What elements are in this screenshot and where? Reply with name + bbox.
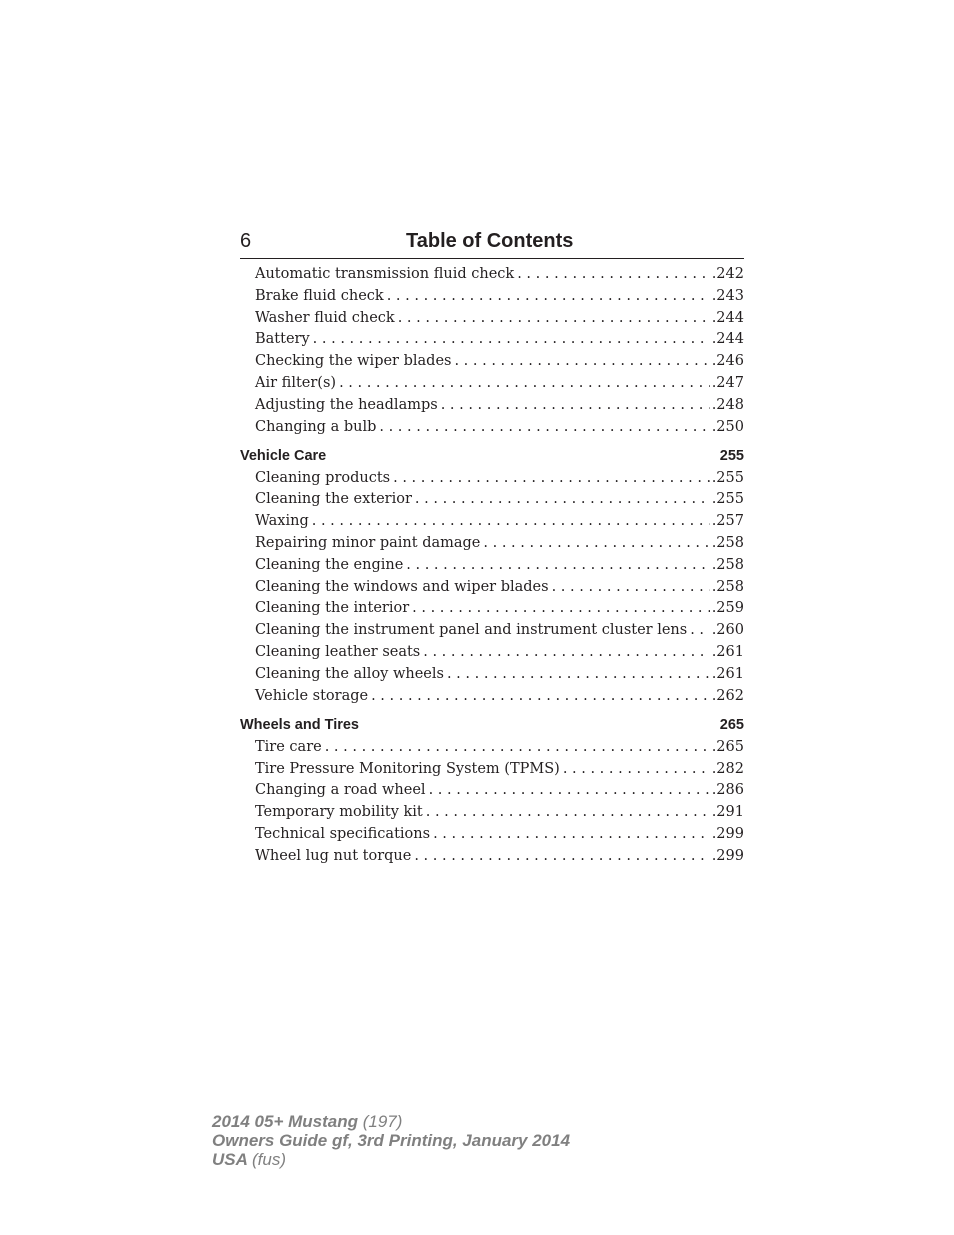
toc-section-heading[interactable] [240,448,744,470]
entry-page-number: .242 [711,266,744,282]
table-of-contents [240,266,744,870]
toc-entry[interactable] [240,491,744,513]
dot-leader [313,331,710,347]
section-title: Wheels and Tires [240,716,359,733]
entry-page-number: .262 [711,687,744,704]
toc-entry[interactable] [240,666,744,688]
entry-title: Temporary mobility kit [255,804,423,821]
footer-market-code: (fus) [252,1150,286,1169]
entry-page-number: .291 [711,804,744,821]
toc-entry[interactable] [240,331,744,353]
toc-entry[interactable] [240,266,744,288]
entry-page-number: .286 [711,782,744,799]
toc-entry[interactable] [240,470,744,492]
entry-title: Cleaning the windows and wiper blades [255,578,549,595]
toc-entry[interactable] [240,557,744,579]
entry-page-number: .255 [711,469,744,486]
footer-line-guide [212,1131,570,1150]
entry-page-number: .260 [711,622,744,639]
toc-entry[interactable] [240,310,744,332]
dot-leader [312,513,710,529]
entry-page-number: .299 [711,847,744,864]
entry-page-number: .261 [711,644,744,661]
entry-title: Cleaning the engine [255,556,404,573]
footer-line-market [212,1150,570,1169]
entry-page-number: .244 [711,331,744,348]
entry-page-number: .258 [711,578,744,595]
entry-page-number: .244 [711,309,744,326]
dot-leader [447,666,710,682]
toc-entry[interactable] [240,419,744,441]
page-header [240,228,744,259]
entry-page-number: .246 [711,353,744,370]
toc-entry[interactable] [240,739,744,761]
entry-title: Adjusting the headlamps [255,396,438,413]
entry-page-number: .247 [711,374,744,391]
section-page-number: 265 [719,716,744,733]
dot-leader [387,288,710,304]
footer-guide: Owners Guide gf, 3rd Printing, January 2014 [212,1131,571,1150]
entry-page-number: .261 [711,665,744,682]
entry-page-number: .255 [711,491,744,508]
entry-page-number: .259 [711,600,744,617]
dot-leader [517,266,709,282]
entry-title: Tire care [255,738,322,755]
toc-entry[interactable] [240,644,744,666]
entry-title: Cleaning the exterior [255,491,412,508]
dot-leader [415,491,710,507]
toc-entry[interactable] [240,622,744,644]
dot-leader [379,419,709,435]
entry-title: Automatic transmission fluid check [255,266,515,282]
entry-title: Brake fluid check [255,287,384,304]
entry-title: Cleaning the interior [255,600,410,617]
toc-entry[interactable] [240,600,744,622]
entry-page-number: .265 [711,738,744,755]
toc-entry[interactable] [240,375,744,397]
entry-page-number: .258 [711,556,744,573]
dot-leader [433,826,710,842]
footer-market: USA [212,1150,248,1169]
entry-title: Cleaning the instrument panel and instrument cluster lens [255,622,688,639]
entry-title: Battery [255,331,310,348]
entry-title: Wheel lug nut torque [255,847,412,864]
toc-entry[interactable] [240,782,744,804]
toc-entry[interactable] [240,288,744,310]
toc-entry[interactable] [240,826,744,848]
dot-leader [483,535,709,551]
entry-title: Cleaning products [255,469,391,486]
dot-leader [423,644,709,660]
entry-page-number: .243 [711,287,744,304]
document-footer [212,1112,570,1169]
entry-page-number: .258 [711,535,744,552]
dot-leader [339,375,710,391]
entry-page-number: .257 [711,513,744,530]
entry-title: Checking the wiper blades [255,353,452,370]
dot-leader [441,397,710,413]
toc-entry[interactable] [240,513,744,535]
entry-title: Changing a road wheel [255,782,426,799]
section-page-number: 255 [719,447,744,464]
toc-section-heading[interactable] [240,717,744,739]
toc-entry[interactable] [240,579,744,601]
page-number: 6 [240,230,252,252]
dot-leader [393,470,710,486]
footer-model: 2014 05+ Mustang [212,1112,358,1131]
toc-entry[interactable] [240,535,744,557]
dot-leader [406,557,709,573]
dot-leader [552,579,710,595]
entry-page-number: .248 [711,396,744,413]
dot-leader [426,804,710,820]
entry-page-number: .282 [711,760,744,777]
toc-entry[interactable] [240,761,744,783]
toc-entry[interactable] [240,848,744,870]
dot-leader [325,739,710,755]
entry-title: Repairing minor paint damage [255,535,481,552]
toc-entry[interactable] [240,688,744,710]
entry-page-number: .250 [711,418,744,435]
entry-title: Changing a bulb [255,418,377,435]
toc-entry[interactable] [240,397,744,419]
toc-entry[interactable] [240,353,744,375]
entry-page-number: .299 [711,825,744,842]
entry-title: Air filter(s) [255,374,337,391]
entry-title: Cleaning the alloy wheels [255,665,444,682]
dot-leader [454,353,709,369]
entry-title: Cleaning leather seats [255,644,421,661]
footer-line-model [212,1112,570,1131]
entry-title: Vehicle storage [255,687,369,704]
dot-leader [414,848,709,864]
dot-leader [412,600,710,616]
footer-model-code: (197) [362,1112,403,1131]
dot-leader [429,782,710,798]
dot-leader [563,761,710,777]
dot-leader [398,310,710,326]
entry-title: Waxing [255,513,309,530]
section-title: Vehicle Care [240,447,327,464]
entry-title: Washer fluid check [255,309,395,326]
dot-leader [371,688,710,704]
entry-title: Tire Pressure Monitoring System (TPMS) [255,760,560,777]
page-title: Table of Contents [406,230,574,252]
toc-entry[interactable] [240,804,744,826]
entry-title: Technical specifications [255,825,431,842]
dot-leader [690,622,709,638]
